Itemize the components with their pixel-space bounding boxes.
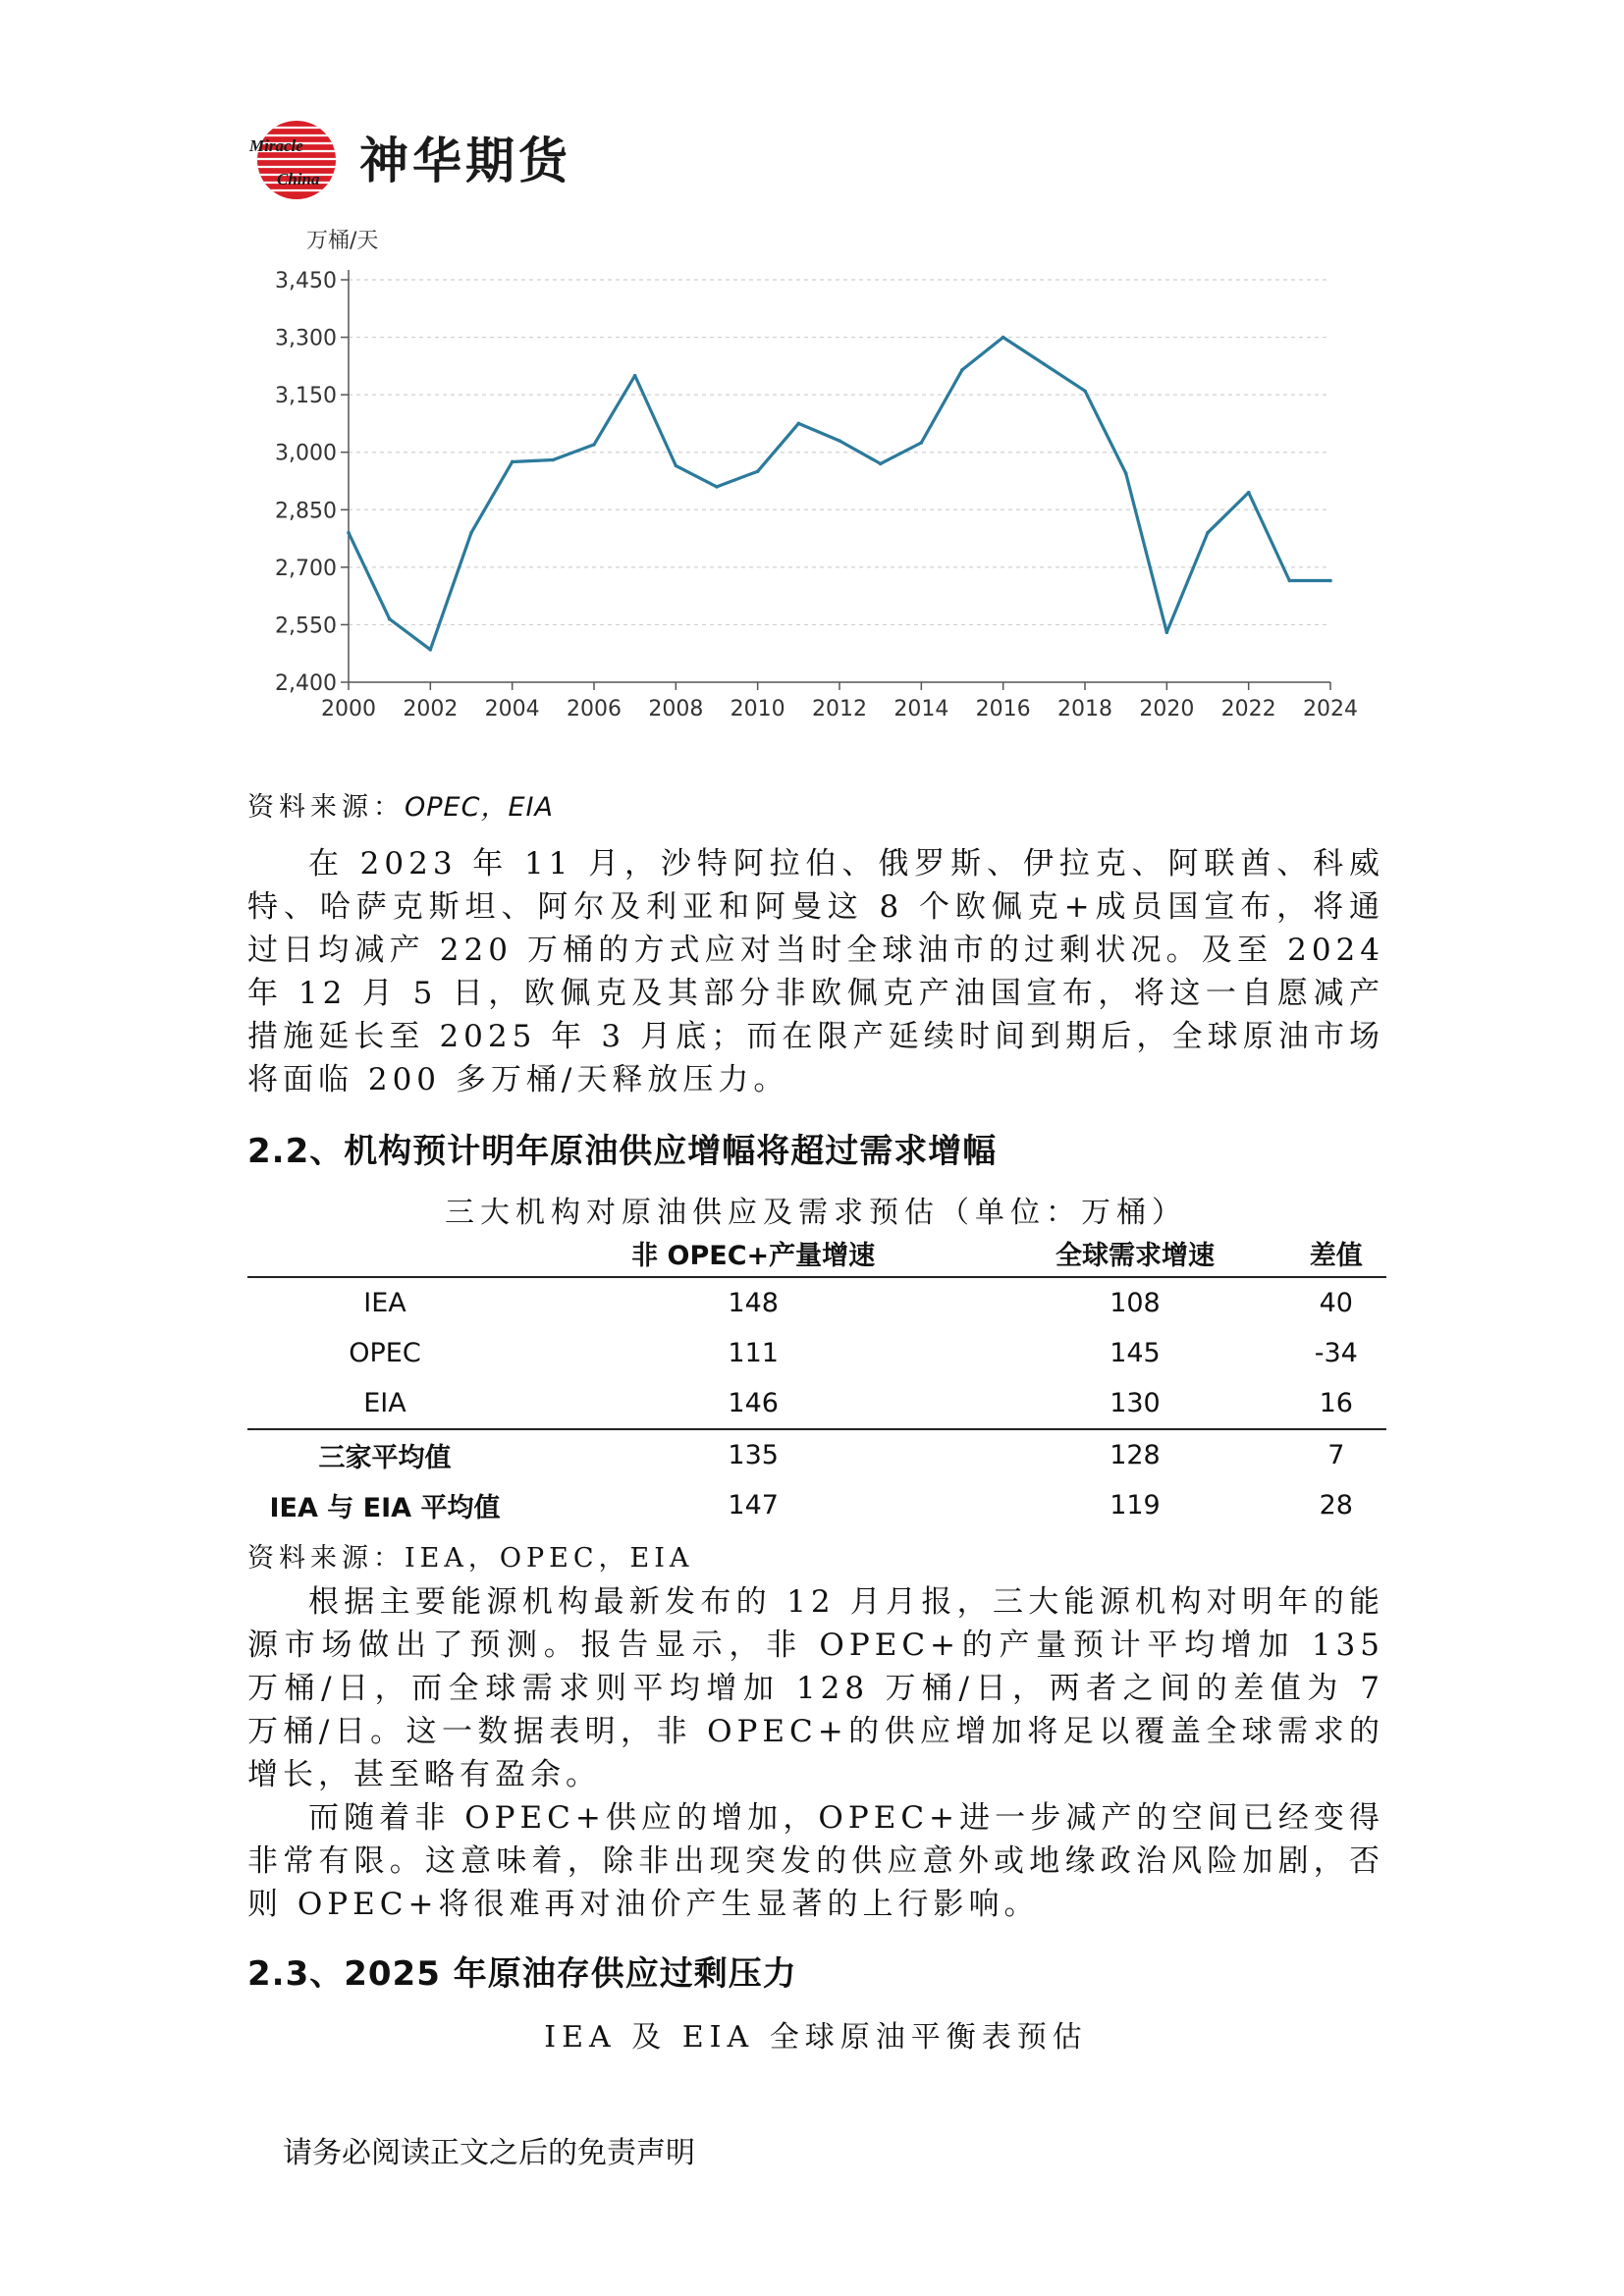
data-point [1328,579,1332,583]
section-heading-2-3: 2.3、2025 年原油存供应过剩压力 [247,1954,797,1994]
x-tick-label: 2000 [321,697,376,721]
y-tick-label: 3,150 [275,384,337,409]
data-point [1043,362,1047,366]
company-logo [247,116,346,204]
series-line [349,338,1330,650]
table-cell: 111 [728,1338,779,1368]
data-point [879,462,883,466]
paragraph-opec-cuts: 在 2023 年 11 月，沙特阿拉伯、俄罗斯、伊拉克、阿联酋、科威特、哈萨克斯坦、阿尔及利亚和阿曼这 8 个欧佩克+成员国宣布，将通过日均减产 220 万桶的方式应对当时全球油市的过剩状况。及至 2024 年 12 月 5 日，欧佩克及其部分非欧佩克产油国宣布，将这一自愿减产措施延长至 2025 年 3 月底；而在限产延续时间到期后，全球原油市场将面临 200 多万桶/天释放压力。 [247,846,1384,1097]
table-row [247,1328,1386,1378]
source-label: 资料来源： [247,792,405,823]
data-point [347,531,351,535]
x-tick-label: 2008 [648,697,704,721]
table-header-row [247,1229,1386,1277]
table-cell: 146 [728,1388,779,1418]
data-point [675,464,678,468]
x-tick-label: 2010 [730,697,785,721]
data-point [1124,471,1128,475]
chart-unit-label: 万桶/天 [306,229,379,253]
table-cell: 148 [728,1288,779,1318]
table-cell: 135 [522,1429,984,1480]
table-cell: 147 [728,1490,779,1521]
table-cell: 128 [984,1429,1285,1480]
table-header-cell: 差值 [1286,1229,1386,1277]
table-header-cell [247,1229,522,1277]
x-tick-label: 2024 [1303,697,1358,721]
table-header-cell: 全球需求增速 [984,1229,1285,1277]
table-row [247,1378,1386,1429]
chart-source [247,785,554,824]
data-point [715,485,719,489]
table-caption: 三大机构对原油供应及需求预估（单位：万桶） [445,1196,1187,1230]
table-row-label: EIA [363,1388,406,1418]
table-cell: 16 [1319,1388,1353,1418]
table-row-average [247,1429,1386,1480]
x-tick-label: 2016 [975,697,1031,721]
data-point [797,422,801,426]
x-tick-label: 2022 [1220,697,1276,721]
data-point [1288,579,1292,583]
y-tick-label: 2,700 [275,556,337,581]
data-point [633,374,637,378]
table-row-label: OPEC [349,1338,421,1368]
y-tick-label: 2,550 [275,614,337,639]
table-row [247,1277,1386,1328]
chart-axes [341,270,1330,690]
data-point [429,648,433,652]
y-tick-label: 2,400 [275,671,337,696]
disclaimer-footer: 请务必阅读正文之后的免责声明 [283,2136,695,2170]
table-row-average [247,1480,1386,1530]
table-cell: 40 [1319,1288,1353,1318]
balance-table-caption: IEA 及 EIA 全球原油平衡表预估 [544,2020,1088,2055]
x-tick-label: 2020 [1139,697,1195,721]
data-point [388,617,392,621]
table-row-label: IEA 与 EIA 平均值 [269,1493,501,1523]
data-point [838,439,841,443]
y-tick-label: 2,850 [275,499,337,524]
data-point [1165,630,1169,634]
table-row-label: IEA [363,1288,406,1318]
x-tick-label: 2002 [403,697,459,721]
source-value: OPEC，EIA [405,792,554,823]
data-point [592,443,596,447]
logo-text-china: China [277,170,320,188]
data-point [756,469,760,473]
paragraph-opec-impact: 而随着非 OPEC+供应的增加，OPEC+进一步减产的空间已经变得非常有限。这意味着，除非出现突发的供应意外或地缘政治风险加剧，否则 OPEC+将很难再对油价产生显著的上行影响。 [247,1800,1384,1922]
chart-series [347,336,1332,652]
data-point [1247,491,1251,495]
table-cell: 28 [1319,1490,1353,1521]
table-row-label: 三家平均值 [247,1429,522,1480]
y-tick-label: 3,450 [275,269,337,294]
data-point [1206,531,1210,535]
x-tick-label: 2006 [567,697,622,721]
y-tick-label: 3,000 [275,441,337,466]
production-line-chart [245,226,1375,736]
y-tick-label: 3,300 [275,326,337,351]
section-heading-2-2: 2.2、机构预计明年原油供应增幅将超过需求增幅 [247,1132,998,1171]
logo-text-miracle: Miracle [249,136,303,155]
data-point [511,460,514,464]
x-tick-label: 2014 [893,697,949,721]
table-cell: 108 [1110,1288,1161,1318]
data-point [552,458,556,462]
table-header-cell: 非 OPEC+产量增速 [522,1229,984,1277]
table-cell: 7 [1286,1429,1386,1480]
paragraph-agency-forecast: 根据主要能源机构最新发布的 12 月月报，三大能源机构对明年的能源市场做出了预测。报告显示，非 OPEC+的产量预计平均增加 135 万桶/日，而全球需求则平均增加 128 万桶/日，两者之间的差值为 7 万桶/日。这一数据表明，非 OPEC+的供应增加将足以覆盖全球需求的增长，甚至略有盈余。 [247,1584,1384,1792]
data-point [469,531,473,535]
x-tick-label: 2004 [484,697,540,721]
data-point [960,368,964,372]
table-cell: -34 [1314,1338,1358,1368]
data-point [920,441,924,445]
forecast-table [247,1229,1386,1530]
company-name: 神华期货 [359,133,571,189]
chart-gridlines [349,280,1330,624]
table-cell: 145 [1110,1338,1161,1368]
table-cell: 130 [1110,1388,1161,1418]
table-source: 资料来源：IEA，OPEC，EIA [247,1543,694,1574]
data-point [1001,336,1005,340]
table-cell: 119 [1110,1490,1161,1521]
x-tick-label: 2018 [1057,697,1112,721]
x-tick-label: 2012 [812,697,867,721]
data-point [1083,389,1087,393]
